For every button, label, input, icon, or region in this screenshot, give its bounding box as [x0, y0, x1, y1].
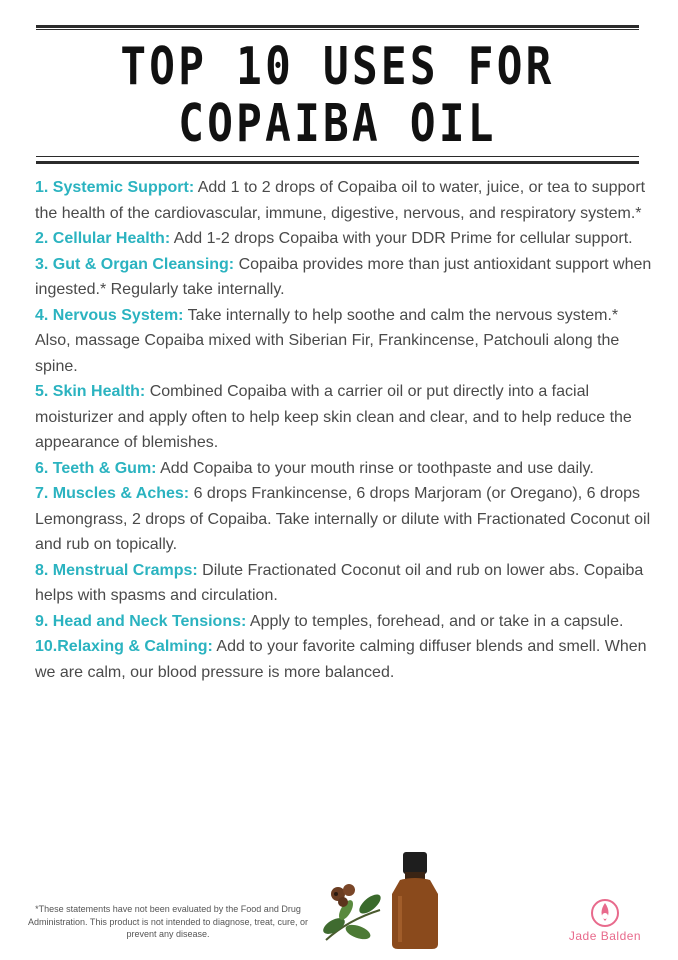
logo-text: Jade Balden: [568, 929, 642, 943]
use-heading: 8. Menstrual Cramps:: [35, 561, 198, 579]
use-text: Take internally to help soothe and calm the nervous system.* Also, massage Copaiba mixed with Siberian Fir, Frankincense, Patchouli along the spine.: [35, 306, 620, 375]
use-heading: 4. Nervous System:: [35, 306, 184, 324]
use-item-10: [35, 634, 655, 685]
use-heading: 9. Head and Neck Tensions:: [35, 612, 247, 630]
use-text: Add 1 to 2 drops of Copaiba oil to water, juice, or tea to support the health of the cardiovascular, immune, digestive, nervous, and respiratory system.*: [35, 179, 646, 222]
use-text: Copaiba provides more than just antioxidant support when ingested.* Regularly take internally.: [35, 255, 652, 298]
use-item-6: [35, 456, 655, 482]
use-heading: 10.Relaxing & Calming:: [35, 638, 213, 655]
fda-disclaimer: *These statements have not been evaluated by the Food and Drug Administration. This product is not intended to diagnose, treat, cure, or prevent any disease.: [28, 904, 308, 939]
top-rule-thick: [36, 25, 639, 28]
use-item-3: [35, 252, 655, 303]
use-item-2: [35, 226, 655, 252]
use-item-8: [35, 558, 655, 609]
uses-list: [35, 175, 655, 685]
droplet-logo-icon: [555, 895, 655, 929]
page-title-line-2: COPAIBA OIL: [178, 94, 497, 154]
use-heading: 3. Gut & Organ Cleansing:: [35, 255, 235, 273]
bottom-rule-thick: [36, 161, 639, 164]
use-text: Add 1-2 drops Copaiba with your DDR Prime for cellular support.: [170, 230, 633, 247]
use-item-7: [35, 481, 655, 558]
use-item-1: [35, 175, 655, 226]
oil-bottle-icon: [388, 852, 442, 950]
use-text: Dilute Fractionated Coconut oil and rub on lower abs. Copaiba helps with spasms and circulation.: [35, 561, 644, 604]
use-heading: 7. Muscles & Aches:: [35, 485, 190, 502]
use-heading: 6. Teeth & Gum:: [35, 459, 157, 477]
use-item-9: [35, 609, 655, 635]
use-item-5: [35, 379, 655, 456]
use-text: 6 drops Frankincense, 6 drops Marjoram (or Oregano), 6 drops Lemongrass, 2 drops of Copaiba. Take internally or dilute with Fractionated Coconut oil and rub on topically.: [35, 485, 651, 553]
use-heading: 2. Cellular Health:: [35, 230, 171, 247]
use-text: Add Copaiba to your mouth rinse or toothpaste and use daily.: [156, 459, 594, 477]
use-text: Apply to temples, forehead, and or take in a capsule.: [246, 612, 624, 630]
use-item-4: [35, 303, 655, 380]
use-heading: 5. Skin Health:: [35, 383, 146, 400]
copaiba-leaves-icon: [318, 880, 390, 946]
brand-logo: [555, 895, 655, 943]
bottom-rule-thin: [36, 156, 639, 157]
top-rule-thin: [36, 29, 639, 30]
use-heading: 1. Systemic Support:: [35, 179, 195, 196]
use-text: Add to your favorite calming diffuser blends and smell. When we are calm, our blood pressure is more balanced.: [35, 638, 647, 681]
page-title-line-1: TOP 10 USES FOR: [120, 37, 555, 97]
use-text: Combined Copaiba with a carrier oil or put directly into a facial moisturizer and apply often to help keep skin clean and clear, and to help reduce the appearance of blemishes.: [35, 383, 632, 451]
